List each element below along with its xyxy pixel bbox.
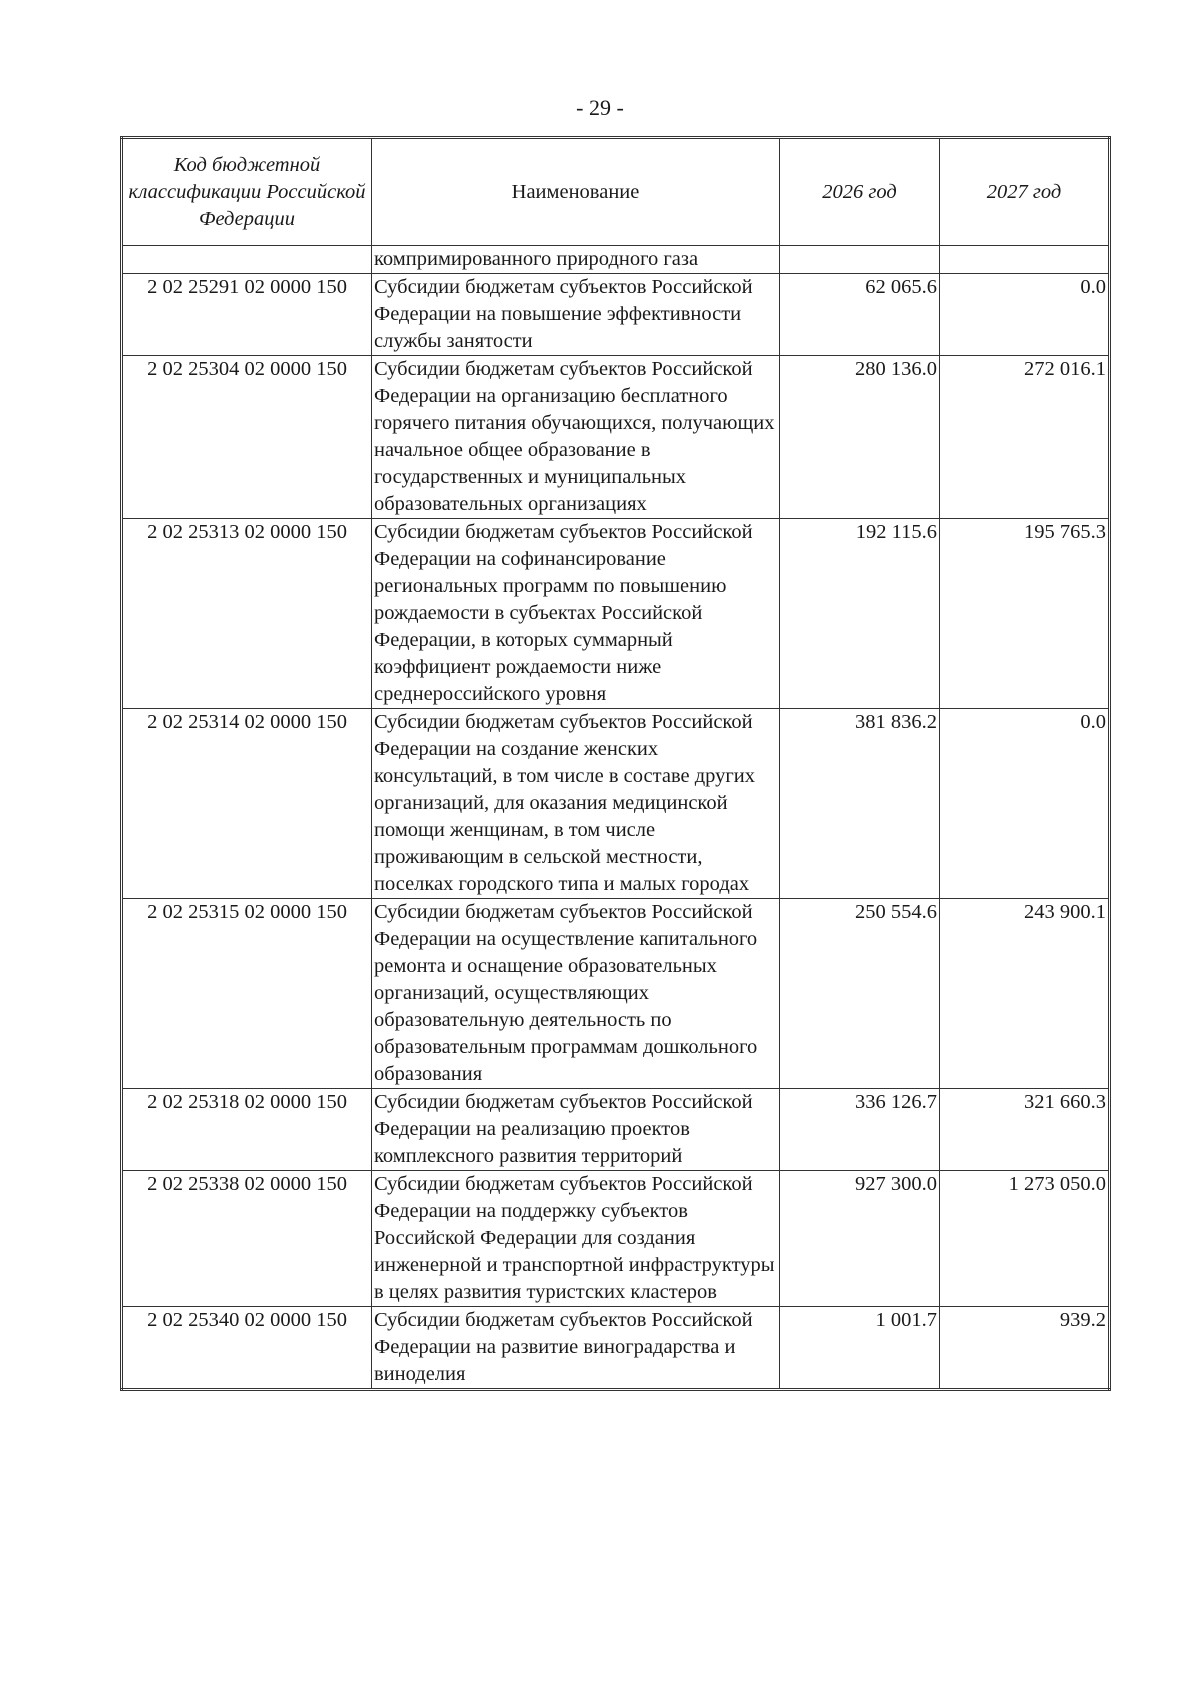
continuation-2026-cell [780, 246, 940, 274]
row-2026-value: 927 300.0 [780, 1171, 940, 1307]
row-2027-value: 0.0 [940, 709, 1110, 899]
table-row [122, 519, 1110, 709]
row-name: Субсидии бюджетам субъектов Российской Федерации на создание женских консультаций, в том числе в составе других организаций, для оказания медицинской помощи женщинам, в том числе проживающим в сельской местности, поселках городского типа и малых городах [372, 709, 780, 899]
header-2027: 2027 год [940, 138, 1110, 246]
row-code: 2 02 25315 02 0000 150 [122, 899, 372, 1089]
header-row [122, 138, 1110, 246]
continuation-row [122, 246, 1110, 274]
table-row [122, 356, 1110, 519]
table-row [122, 274, 1110, 356]
table-row [122, 1307, 1110, 1390]
row-code: 2 02 25340 02 0000 150 [122, 1307, 372, 1390]
row-2027-value: 272 016.1 [940, 356, 1110, 519]
row-name: Субсидии бюджетам субъектов Российской Федерации на развитие виноградарства и виноделия [372, 1307, 780, 1390]
page-number: - 29 - [576, 95, 624, 120]
row-code: 2 02 25318 02 0000 150 [122, 1089, 372, 1171]
table-row [122, 709, 1110, 899]
header-2026: 2026 год [780, 138, 940, 246]
row-2027-value: 939.2 [940, 1307, 1110, 1390]
row-code: 2 02 25304 02 0000 150 [122, 356, 372, 519]
table-row [122, 1171, 1110, 1307]
row-2027-value: 243 900.1 [940, 899, 1110, 1089]
row-name: Субсидии бюджетам субъектов Российской Федерации на софинансирование региональных программ по повышению рождаемости в субъектах Российской Федерации, в которых суммарный коэффициент рождаемости ниже среднероссийского уровня [372, 519, 780, 709]
row-2026-value: 62 065.6 [780, 274, 940, 356]
row-2027-value: 195 765.3 [940, 519, 1110, 709]
continuation-name-cell: компримированного природного газа [372, 246, 780, 274]
row-code: 2 02 25338 02 0000 150 [122, 1171, 372, 1307]
row-name: Субсидии бюджетам субъектов Российской Федерации на реализацию проектов комплексного развития территорий [372, 1089, 780, 1171]
row-2027-value: 0.0 [940, 274, 1110, 356]
row-name: Субсидии бюджетам субъектов Российской Федерации на повышение эффективности службы занятости [372, 274, 780, 356]
row-name: Субсидии бюджетам субъектов Российской Федерации на организацию бесплатного горячего питания обучающихся, получающих начальное общее образование в государственных и муниципальных образовательных организациях [372, 356, 780, 519]
continuation-code-cell [122, 246, 372, 274]
row-2027-value: 321 660.3 [940, 1089, 1110, 1171]
continuation-2027-cell [940, 246, 1110, 274]
budget-table [120, 136, 1111, 1391]
row-code: 2 02 25314 02 0000 150 [122, 709, 372, 899]
table-row [122, 1089, 1110, 1171]
row-2026-value: 280 136.0 [780, 356, 940, 519]
row-2026-value: 1 001.7 [780, 1307, 940, 1390]
row-name: Субсидии бюджетам субъектов Российской Федерации на поддержку субъектов Российской Федерации для создания инженерной и транспортной инфраструктуры в целях развития туристских кластеров [372, 1171, 780, 1307]
row-2026-value: 192 115.6 [780, 519, 940, 709]
row-2026-value: 250 554.6 [780, 899, 940, 1089]
row-2026-value: 336 126.7 [780, 1089, 940, 1171]
row-2026-value: 381 836.2 [780, 709, 940, 899]
row-code: 2 02 25313 02 0000 150 [122, 519, 372, 709]
row-code: 2 02 25291 02 0000 150 [122, 274, 372, 356]
row-name: Субсидии бюджетам субъектов Российской Федерации на осуществление капитального ремонта и оснащение образовательных организаций, осуществляющих образовательную деятельность по образовательным программам дошкольного образования [372, 899, 780, 1089]
row-2027-value: 1 273 050.0 [940, 1171, 1110, 1307]
table-row [122, 899, 1110, 1089]
header-code: Код бюджетной классификации Российской Федерации [122, 138, 372, 246]
header-name: Наименование [372, 138, 780, 246]
